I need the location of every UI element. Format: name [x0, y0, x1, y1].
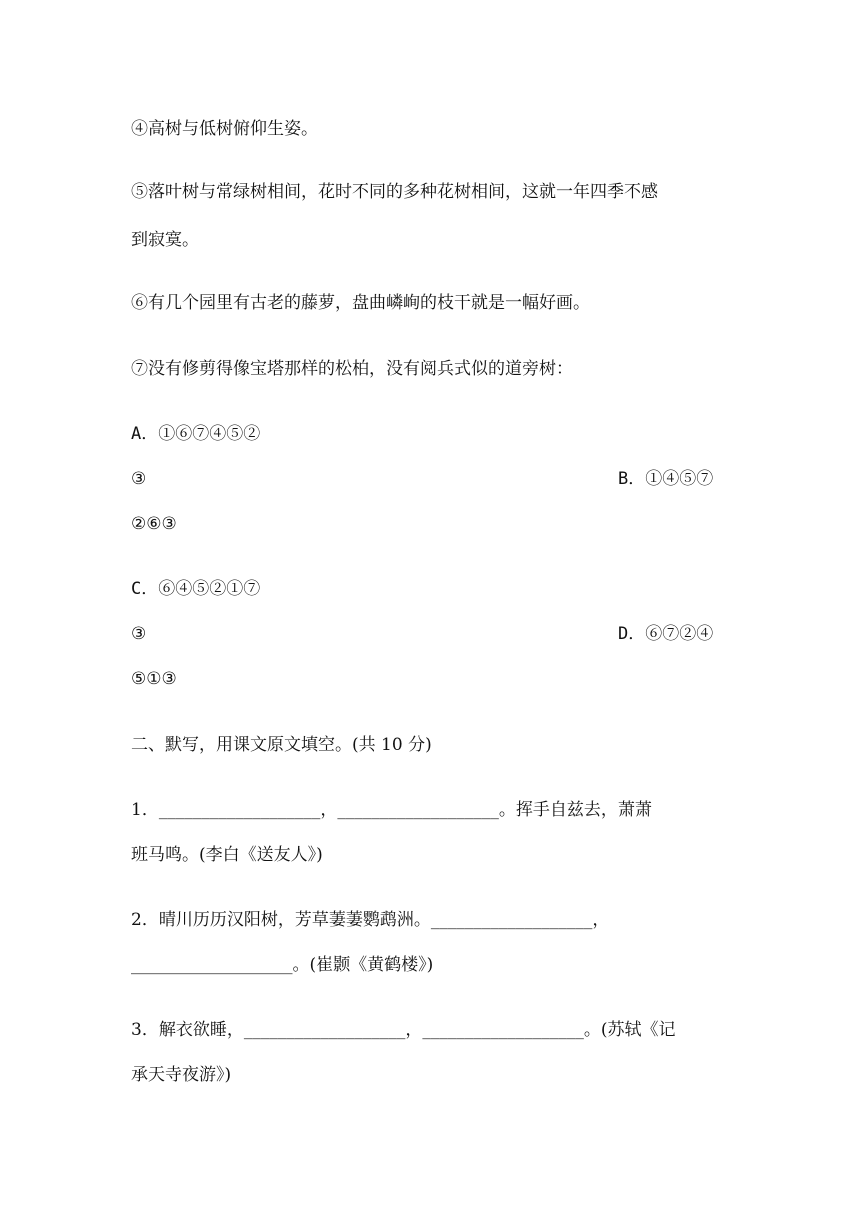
option-a-line-1: A．①⑥⑦④⑤②	[131, 424, 261, 444]
question-1-line-2: 班马鸣。(李白《送友人》)	[131, 845, 323, 865]
question-2-line-1: 2．晴川历历汉阳树，芳草萋萋鹦鹉洲。___________________，	[131, 910, 610, 930]
sentence-5-line-2: 到寂寞。	[131, 230, 199, 250]
option-a-line-2: ③	[131, 469, 147, 489]
section-heading: 二、默写，用课文原文填空。(共 10 分)	[131, 735, 432, 755]
option-b-line-1: B．①④⑤⑦	[618, 469, 714, 489]
option-d-line-1: D．⑥⑦②④	[618, 624, 714, 644]
option-c-line-1: C．⑥④⑤②①⑦	[131, 579, 261, 599]
question-3-line-2: 承天寺夜游》)	[131, 1065, 232, 1085]
sentence-7: ⑦没有修剪得像宝塔那样的松柏，没有阅兵式似的道旁树：	[131, 359, 573, 379]
sentence-6: ⑥有几个园里有古老的藤萝，盘曲嶙峋的枝干就是一幅好画。	[131, 293, 590, 313]
option-b-line-2: ②⑥③	[131, 514, 177, 534]
option-c-line-2: ③	[131, 624, 147, 644]
option-d-line-2: ⑤①③	[131, 669, 177, 689]
question-3-line-1: 3．解衣欲睡，___________________，___________________。(苏轼《记	[131, 1020, 676, 1040]
sentence-4: ④高树与低树俯仰生姿。	[131, 119, 318, 139]
question-2-line-2: ___________________。(崔颢《黄鹤楼》)	[131, 955, 434, 975]
sentence-5-line-1: ⑤落叶树与常绿树相间，花时不同的多种花树相间，这就一年四季不感	[131, 182, 658, 202]
question-1-line-1: 1．___________________，___________________。挥手自兹去，萧萧	[131, 800, 652, 820]
